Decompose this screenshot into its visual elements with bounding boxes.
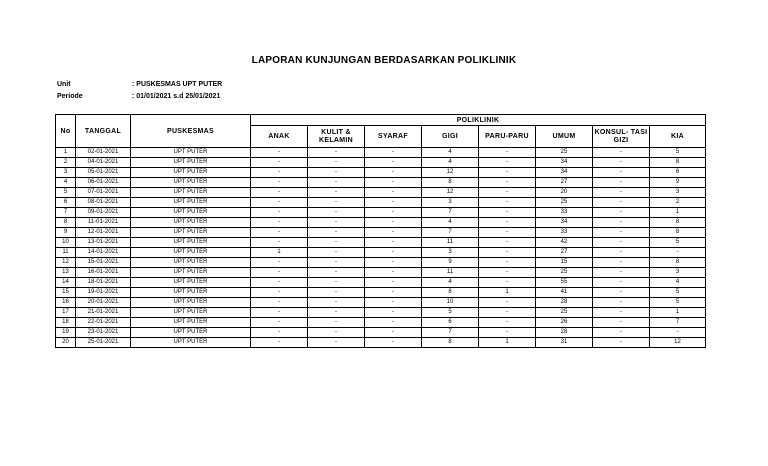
date-cell: 25-01-2021 [76,338,131,348]
umum-cell: 15 [536,258,593,268]
paru-cell: - [479,238,536,248]
anak-cell: - [251,168,308,178]
umum-cell: 25 [536,268,593,278]
puskesmas-cell: UPT PUTER [131,328,251,338]
puskesmas-cell: UPT PUTER [131,208,251,218]
kulit-cell: - [308,278,365,288]
kulit-cell: - [308,178,365,188]
table-row [56,148,706,158]
kia-cell: 1 [650,208,706,218]
syaraf-cell: - [365,238,422,248]
konsul-cell: - [593,288,650,298]
table-row [56,288,706,298]
anak-cell: - [251,298,308,308]
puskesmas-cell: UPT PUTER [131,318,251,328]
table-row [56,178,706,188]
table-row [56,278,706,288]
kulit-cell: - [308,208,365,218]
konsul-cell: - [593,238,650,248]
anak-cell: - [251,258,308,268]
kia-cell: 7 [650,318,706,328]
table-row [56,158,706,168]
date-cell: 20-01-2021 [76,298,131,308]
kulit-cell: - [308,318,365,328]
kia-cell: 4 [650,278,706,288]
puskesmas-cell: UPT PUTER [131,338,251,348]
konsul-cell: - [593,328,650,338]
konsul-cell: - [593,338,650,348]
syaraf-cell: - [365,288,422,298]
konsul-cell: - [593,248,650,258]
umum-cell: 34 [536,168,593,178]
konsul-cell: - [593,198,650,208]
paru-cell: - [479,258,536,268]
paru-cell: 1 [479,288,536,298]
date-cell: 07-01-2021 [76,188,131,198]
table-body [56,148,706,348]
anak-cell: - [251,288,308,298]
col-puskesmas-header: PUSKESMAS [131,115,251,148]
paru-cell: - [479,268,536,278]
umum-cell: 20 [536,188,593,198]
kulit-cell: - [308,288,365,298]
umum-cell: 33 [536,228,593,238]
umum-cell: 33 [536,208,593,218]
gigi-cell: 7 [422,208,479,218]
anak-cell: - [251,188,308,198]
syaraf-cell: - [365,328,422,338]
no-cell: 2 [56,158,76,168]
no-cell: 20 [56,338,76,348]
gigi-cell: 4 [422,148,479,158]
table-row [56,208,706,218]
paru-cell: - [479,228,536,238]
visit-table [55,114,706,348]
umum-cell: 28 [536,298,593,308]
table-row [56,298,706,308]
syaraf-cell: - [365,188,422,198]
konsul-cell: - [593,178,650,188]
gigi-cell: 5 [422,308,479,318]
puskesmas-cell: UPT PUTER [131,158,251,168]
kulit-cell: - [308,198,365,208]
paru-cell: - [479,298,536,308]
date-cell: 08-01-2021 [76,198,131,208]
unit-row [57,79,222,91]
date-cell: 23-01-2021 [76,328,131,338]
col-anak-header: ANAK [251,126,308,148]
umum-cell: 31 [536,338,593,348]
konsul-cell: - [593,308,650,318]
kulit-cell: - [308,298,365,308]
anak-cell: - [251,208,308,218]
syaraf-cell: - [365,268,422,278]
konsul-cell: - [593,318,650,328]
period-label: Periode [57,93,83,100]
anak-cell: - [251,178,308,188]
paru-cell: - [479,208,536,218]
kia-cell: 6 [650,168,706,178]
gigi-cell: 4 [422,218,479,228]
kia-cell: 3 [650,188,706,198]
umum-cell: 27 [536,178,593,188]
gigi-cell: 3 [422,248,479,258]
puskesmas-cell: UPT PUTER [131,288,251,298]
table-row [56,328,706,338]
kia-cell: 2 [650,198,706,208]
kulit-cell: - [308,238,365,248]
konsul-cell: - [593,168,650,178]
table-row [56,258,706,268]
syaraf-cell: - [365,178,422,188]
table-row [56,248,706,258]
gigi-cell: 11 [422,238,479,248]
table-row [56,318,706,328]
umum-cell: 34 [536,218,593,228]
gigi-cell: 8 [422,178,479,188]
no-cell: 19 [56,328,76,338]
umum-cell: 28 [536,328,593,338]
kulit-cell: - [308,258,365,268]
date-cell: 19-01-2021 [76,288,131,298]
kulit-cell: - [308,228,365,238]
anak-cell: - [251,278,308,288]
puskesmas-cell: UPT PUTER [131,238,251,248]
konsul-cell: - [593,148,650,158]
konsul-cell: - [593,208,650,218]
gigi-cell: 10 [422,298,479,308]
col-syaraf-header: SYARAF [365,126,422,148]
umum-cell: 25 [536,198,593,208]
col-no-header: No [56,115,76,148]
konsul-cell: - [593,268,650,278]
date-cell: 13-01-2021 [76,238,131,248]
date-cell: 12-01-2021 [76,228,131,238]
syaraf-cell: - [365,148,422,158]
date-cell: 04-01-2021 [76,158,131,168]
no-cell: 7 [56,208,76,218]
no-cell: 13 [56,268,76,278]
no-cell: 16 [56,298,76,308]
syaraf-cell: - [365,228,422,238]
syaraf-cell: - [365,158,422,168]
syaraf-cell: - [365,298,422,308]
kulit-cell: - [308,218,365,228]
paru-cell: - [479,188,536,198]
umum-cell: 27 [536,248,593,258]
konsul-cell: - [593,218,650,228]
no-cell: 6 [56,198,76,208]
kulit-cell: - [308,268,365,278]
gigi-cell: 4 [422,278,479,288]
col-kia-header: KIA [650,126,706,148]
col-gigi-header: GIGI [422,126,479,148]
no-cell: 15 [56,288,76,298]
syaraf-cell: - [365,168,422,178]
no-cell: 5 [56,188,76,198]
table-row [56,338,706,348]
kia-cell: 5 [650,288,706,298]
kia-cell: 8 [650,158,706,168]
syaraf-cell: - [365,318,422,328]
kia-cell: 5 [650,148,706,158]
kia-cell: 5 [650,238,706,248]
puskesmas-cell: UPT PUTER [131,228,251,238]
paru-cell: - [479,248,536,258]
umum-cell: 34 [536,158,593,168]
gigi-cell: 7 [422,228,479,238]
anak-cell: - [251,338,308,348]
date-cell: 06-01-2021 [76,178,131,188]
syaraf-cell: - [365,258,422,268]
paru-cell: - [479,218,536,228]
kulit-cell: - [308,168,365,178]
kia-cell: - [650,328,706,338]
no-cell: 4 [56,178,76,188]
table-row [56,168,706,178]
anak-cell: - [251,328,308,338]
table-row [56,198,706,208]
paru-cell: - [479,328,536,338]
report-meta [57,79,222,103]
header-row-top [56,115,706,126]
kulit-cell: - [308,328,365,338]
konsul-cell: - [593,188,650,198]
kia-cell: 8 [650,228,706,238]
syaraf-cell: - [365,218,422,228]
anak-cell: - [251,218,308,228]
date-cell: 09-01-2021 [76,208,131,218]
paru-cell: - [479,158,536,168]
konsul-cell: - [593,228,650,238]
date-cell: 15-01-2021 [76,258,131,268]
paru-cell: - [479,278,536,288]
puskesmas-cell: UPT PUTER [131,258,251,268]
puskesmas-cell: UPT PUTER [131,248,251,258]
col-umum-header: UMUM [536,126,593,148]
kulit-cell: - [308,308,365,318]
no-cell: 12 [56,258,76,268]
syaraf-cell: - [365,338,422,348]
anak-cell: - [251,228,308,238]
no-cell: 3 [56,168,76,178]
no-cell: 9 [56,228,76,238]
date-cell: 21-01-2021 [76,308,131,318]
puskesmas-cell: UPT PUTER [131,188,251,198]
no-cell: 8 [56,218,76,228]
kulit-cell: - [308,248,365,258]
puskesmas-cell: UPT PUTER [131,268,251,278]
kia-cell: 3 [650,268,706,278]
no-cell: 18 [56,318,76,328]
paru-cell: - [479,308,536,318]
col-paru-header: PARU-PARU [479,126,536,148]
col-konsul-header: KONSUL- TASI GIZI [593,126,650,148]
syaraf-cell: - [365,308,422,318]
kia-cell: 1 [650,308,706,318]
syaraf-cell: - [365,208,422,218]
gigi-cell: 3 [422,198,479,208]
syaraf-cell: - [365,198,422,208]
gigi-cell: 8 [422,288,479,298]
paru-cell: - [479,148,536,158]
kia-cell: 12 [650,338,706,348]
period-value: : 01/01/2021 s.d 25/01/2021 [132,93,221,100]
kia-cell: 5 [650,298,706,308]
puskesmas-cell: UPT PUTER [131,218,251,228]
date-cell: 22-01-2021 [76,318,131,328]
gigi-cell: 7 [422,328,479,338]
konsul-cell: - [593,258,650,268]
table-row [56,308,706,318]
umum-cell: 25 [536,148,593,158]
syaraf-cell: - [365,278,422,288]
kulit-cell: - [308,338,365,348]
umum-cell: 25 [536,308,593,318]
table-row [56,218,706,228]
anak-cell: - [251,198,308,208]
anak-cell: - [251,268,308,278]
unit-label: Unit [57,81,71,88]
gigi-cell: 8 [422,338,479,348]
paru-cell: 1 [479,338,536,348]
paru-cell: - [479,318,536,328]
anak-cell: - [251,238,308,248]
table-row [56,268,706,278]
table-row [56,238,706,248]
no-cell: 10 [56,238,76,248]
konsul-cell: - [593,158,650,168]
gigi-cell: 12 [422,168,479,178]
gigi-cell: 11 [422,268,479,278]
report-title: LAPORAN KUNJUNGAN BERDASARKAN POLIKLINIK [251,55,517,66]
kia-cell: 8 [650,218,706,228]
umum-cell: 55 [536,278,593,288]
puskesmas-cell: UPT PUTER [131,178,251,188]
no-cell: 17 [56,308,76,318]
syaraf-cell: - [365,248,422,258]
period-row [57,91,222,103]
no-cell: 11 [56,248,76,258]
puskesmas-cell: UPT PUTER [131,198,251,208]
paru-cell: - [479,178,536,188]
puskesmas-cell: UPT PUTER [131,278,251,288]
no-cell: 1 [56,148,76,158]
kulit-cell: - [308,158,365,168]
date-cell: 16-01-2021 [76,268,131,278]
date-cell: 02-01-2021 [76,148,131,158]
kia-cell: - [650,248,706,258]
umum-cell: 41 [536,288,593,298]
date-cell: 18-01-2021 [76,278,131,288]
paru-cell: - [479,168,536,178]
kia-cell: 9 [650,178,706,188]
date-cell: 11-01-2021 [76,218,131,228]
gigi-cell: 4 [422,158,479,168]
no-cell: 14 [56,278,76,288]
konsul-cell: - [593,278,650,288]
kia-cell: 8 [650,258,706,268]
anak-cell: - [251,158,308,168]
anak-cell: - [251,308,308,318]
poliklinik-group-header: POLIKLINIK [251,115,706,126]
table-row [56,188,706,198]
kulit-cell: - [308,188,365,198]
umum-cell: 42 [536,238,593,248]
date-cell: 14-01-2021 [76,248,131,258]
kulit-cell: - [308,148,365,158]
table-row [56,228,706,238]
puskesmas-cell: UPT PUTER [131,308,251,318]
puskesmas-cell: UPT PUTER [131,168,251,178]
puskesmas-cell: UPT PUTER [131,298,251,308]
gigi-cell: 9 [422,258,479,268]
unit-value: : PUSKESMAS UPT PUTER [132,81,223,88]
paru-cell: - [479,198,536,208]
col-kulit-header: KULIT & KELAMIN [308,126,365,148]
gigi-cell: 6 [422,318,479,328]
umum-cell: 26 [536,318,593,328]
puskesmas-cell: UPT PUTER [131,148,251,158]
gigi-cell: 12 [422,188,479,198]
konsul-cell: - [593,298,650,308]
date-cell: 05-01-2021 [76,168,131,178]
anak-cell: - [251,318,308,328]
col-tanggal-header: TANGGAL [76,115,131,148]
anak-cell: - [251,148,308,158]
anak-cell: 1 [251,248,308,258]
